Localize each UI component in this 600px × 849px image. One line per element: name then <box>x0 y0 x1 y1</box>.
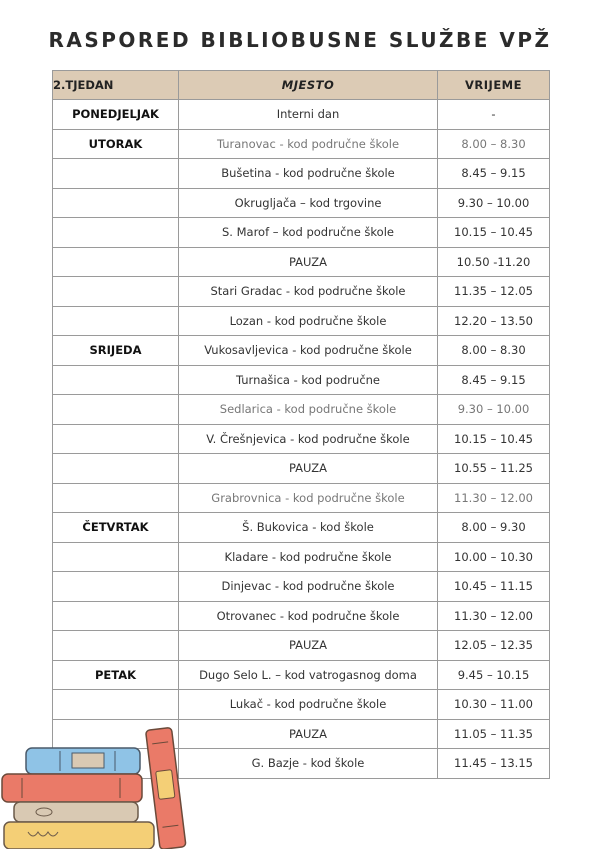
time-cell: 9.30 – 10.00 <box>438 395 550 425</box>
books-illustration <box>0 720 210 849</box>
table-row <box>53 336 550 366</box>
place-cell: Lukač - kod područne škole <box>179 690 438 720</box>
table-row <box>53 277 550 307</box>
time-cell: 8.00 – 8.30 <box>438 129 550 159</box>
time-cell: 8.45 – 9.15 <box>438 365 550 395</box>
day-cell: PONEDJELJAK <box>53 100 179 130</box>
place-cell: PAUZA <box>179 631 438 661</box>
time-cell: 10.00 – 10.30 <box>438 542 550 572</box>
time-cell: 11.05 – 11.35 <box>438 719 550 749</box>
table-row <box>53 100 550 130</box>
time-cell: 8.00 – 8.30 <box>438 336 550 366</box>
place-cell: Sedlarica - kod područne škole <box>179 395 438 425</box>
place-cell: Dinjevac - kod područne škole <box>179 572 438 602</box>
day-cell <box>53 365 179 395</box>
day-cell <box>53 483 179 513</box>
beige-book-icon <box>14 802 138 822</box>
time-cell: 10.30 – 11.00 <box>438 690 550 720</box>
day-cell <box>53 631 179 661</box>
day-cell <box>53 395 179 425</box>
place-cell: Lozan - kod područne škole <box>179 306 438 336</box>
day-cell <box>53 277 179 307</box>
time-cell: 9.30 – 10.00 <box>438 188 550 218</box>
day-cell <box>53 306 179 336</box>
day-cell: ČETVRTAK <box>53 513 179 543</box>
day-cell <box>53 601 179 631</box>
place-cell: Turnašica - kod područne <box>179 365 438 395</box>
place-cell: Stari Gradac - kod područne škole <box>179 277 438 307</box>
table-row <box>53 188 550 218</box>
place-cell: Bušetina - kod područne škole <box>179 159 438 189</box>
table-row <box>53 542 550 572</box>
table-row <box>53 454 550 484</box>
table-row <box>53 483 550 513</box>
table-row <box>53 601 550 631</box>
table-row <box>53 424 550 454</box>
time-cell: 11.30 – 12.00 <box>438 483 550 513</box>
table-row <box>53 631 550 661</box>
place-cell: Interni dan <box>179 100 438 130</box>
day-cell <box>53 188 179 218</box>
place-cell: Kladare - kod područne škole <box>179 542 438 572</box>
time-cell: 12.20 – 13.50 <box>438 306 550 336</box>
time-cell: 10.15 – 10.45 <box>438 218 550 248</box>
day-cell <box>53 454 179 484</box>
place-cell: Vukosavljevica - kod područne škole <box>179 336 438 366</box>
time-cell: 11.35 – 12.05 <box>438 277 550 307</box>
place-cell: Turanovac - kod područne škole <box>179 129 438 159</box>
table-row <box>53 247 550 277</box>
place-cell: PAUZA <box>179 247 438 277</box>
time-cell: 10.45 – 11.15 <box>438 572 550 602</box>
place-cell: PAUZA <box>179 719 438 749</box>
header-time: VRIJEME <box>438 71 550 100</box>
table-row <box>53 395 550 425</box>
table-row <box>53 365 550 395</box>
day-cell <box>53 690 179 720</box>
place-cell: Otrovanec - kod područne škole <box>179 601 438 631</box>
place-cell: V. Črešnjevica - kod područne škole <box>179 424 438 454</box>
time-cell: 9.45 – 10.15 <box>438 660 550 690</box>
table-row <box>53 572 550 602</box>
table-row <box>53 660 550 690</box>
day-cell <box>53 572 179 602</box>
day-cell <box>53 542 179 572</box>
yellow-book-icon <box>4 822 154 849</box>
place-cell: S. Marof – kod područne škole <box>179 218 438 248</box>
schedule-table <box>52 70 550 779</box>
header-place: MJESTO <box>179 71 438 100</box>
day-cell: PETAK <box>53 660 179 690</box>
page-title: RASPORED BIBLIOBUSNE SLUŽBE VPŽ <box>48 28 552 52</box>
place-cell: Š. Bukovica - kod škole <box>179 513 438 543</box>
day-cell <box>53 247 179 277</box>
time-cell: 11.45 – 13.15 <box>438 749 550 779</box>
table-row <box>53 159 550 189</box>
time-cell: 10.15 – 10.45 <box>438 424 550 454</box>
day-cell <box>53 424 179 454</box>
day-cell: UTORAK <box>53 129 179 159</box>
table-row <box>53 218 550 248</box>
place-cell: PAUZA <box>179 454 438 484</box>
table-row <box>53 129 550 159</box>
table-row <box>53 306 550 336</box>
place-cell: Grabrovnica - kod područne škole <box>179 483 438 513</box>
table-row <box>53 513 550 543</box>
place-cell: G. Bazje - kod škole <box>179 749 438 779</box>
header-week: 2.TJEDAN <box>53 71 179 100</box>
red-book-icon <box>2 774 142 802</box>
place-cell: Okrugljača – kod trgovine <box>179 188 438 218</box>
time-cell: 10.50 -11.20 <box>438 247 550 277</box>
day-cell <box>53 218 179 248</box>
time-cell: 8.00 – 9.30 <box>438 513 550 543</box>
table-header-row <box>53 71 550 100</box>
time-cell: 11.30 – 12.00 <box>438 601 550 631</box>
time-cell: 10.55 – 11.25 <box>438 454 550 484</box>
place-cell: Dugo Selo L. – kod vatrogasnog doma <box>179 660 438 690</box>
time-cell: 8.45 – 9.15 <box>438 159 550 189</box>
table-row <box>53 690 550 720</box>
time-cell: - <box>438 100 550 130</box>
time-cell: 12.05 – 12.35 <box>438 631 550 661</box>
day-cell <box>53 159 179 189</box>
day-cell: SRIJEDA <box>53 336 179 366</box>
